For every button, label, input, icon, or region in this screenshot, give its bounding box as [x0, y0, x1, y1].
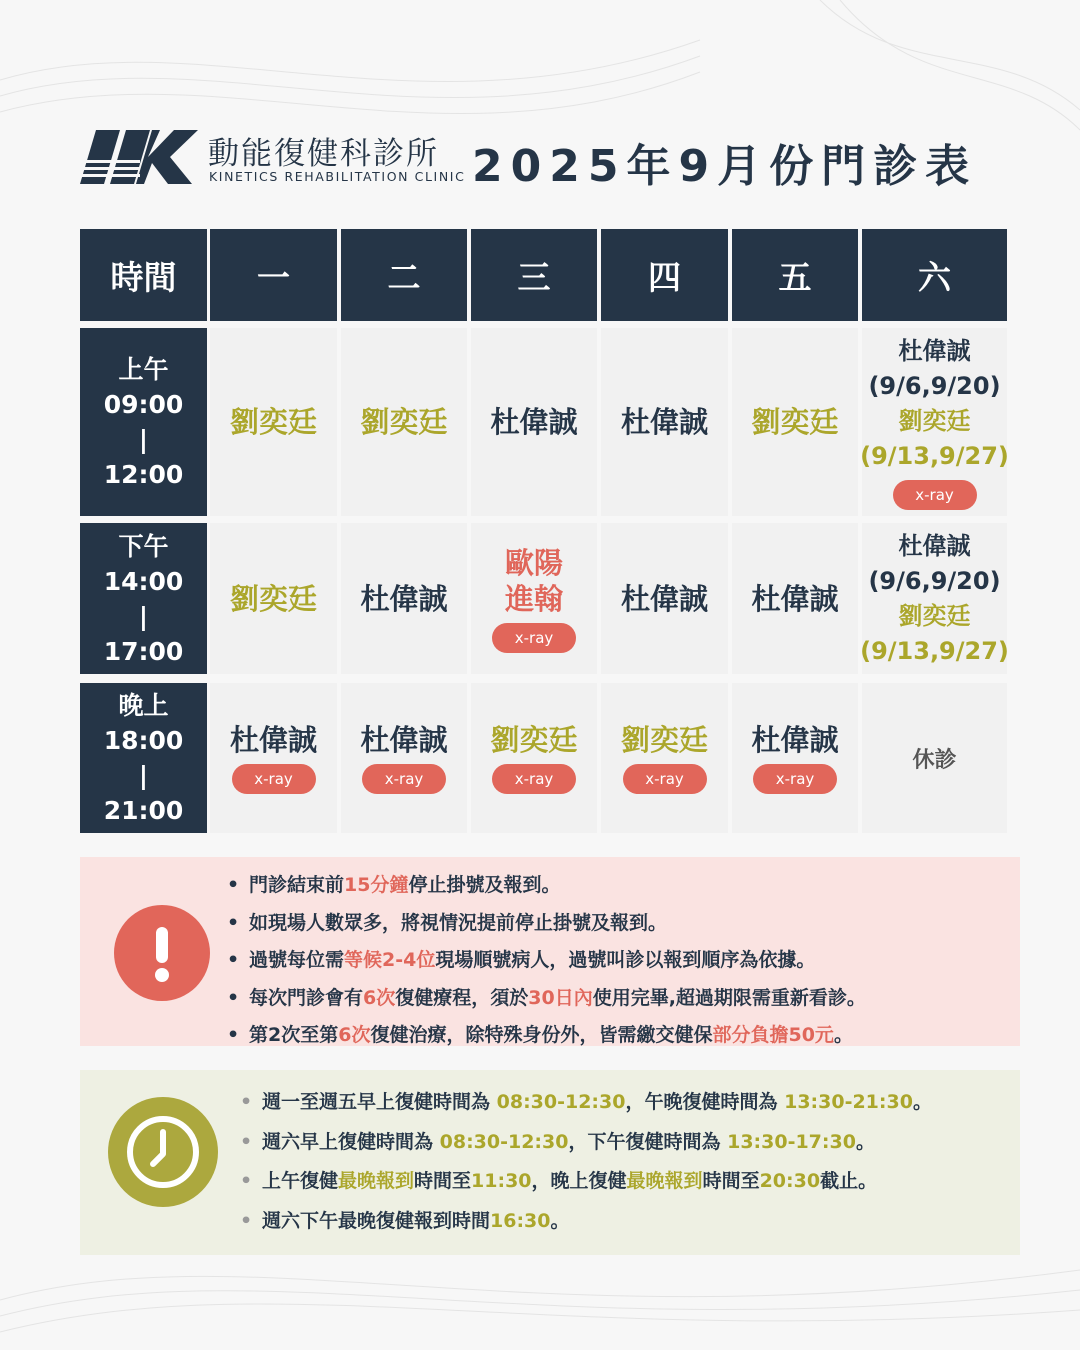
time-slot-period: 晚上: [118, 691, 169, 720]
highlighted-text: 30日內: [528, 986, 593, 1009]
text-segment: ，晚上復健: [531, 1170, 627, 1192]
doctor-name: 杜偉誠: [751, 723, 839, 757]
schedule-cell: [210, 683, 337, 833]
highlighted-text: 16:30: [490, 1209, 551, 1232]
hours-item: [238, 1202, 932, 1242]
time-slot-period: 下午: [118, 531, 169, 561]
schedule-cell: [732, 683, 858, 833]
xray-badge: x-ray: [893, 480, 977, 510]
text-segment: ，午晚復健時間為: [625, 1091, 785, 1113]
time-slot-separator: |: [138, 601, 149, 631]
schedule-cell: [341, 523, 467, 674]
schedule-cell: [862, 523, 1007, 674]
notice-list: [225, 867, 866, 1055]
time-slot-start: 14:00: [103, 566, 184, 596]
closed-label: 休診: [912, 747, 957, 773]
header-day: 一: [210, 229, 337, 321]
text-segment: 上午復健: [262, 1170, 339, 1192]
doctor-rotation-line: (9/13,9/27): [860, 636, 1009, 665]
doctor-name: 杜偉誠: [229, 723, 317, 757]
time-slot-separator: |: [138, 425, 149, 454]
doctor-rotation-line: 杜偉誠: [898, 337, 971, 365]
time-slot-period: 上午: [118, 355, 169, 384]
header-day: 五: [732, 229, 858, 321]
doctor-name: 杜偉誠: [360, 723, 448, 757]
hours-item: [238, 1123, 932, 1163]
time-slot-label: [80, 523, 207, 674]
doctor-name: 杜偉誠: [360, 581, 448, 616]
highlighted-text: 08:30-12:30: [439, 1130, 569, 1153]
notice-item: [225, 980, 866, 1018]
text-segment: 週一至週五早上復健時間為: [262, 1091, 497, 1113]
highlighted-text: 6次: [363, 986, 396, 1009]
doctor-rotation-line: (9/13,9/27): [860, 442, 1009, 470]
doctor-rotation-line: 劉奕廷: [898, 407, 971, 435]
time-slot-end: 21:00: [103, 796, 184, 825]
doctor-name: 劉奕廷: [229, 405, 317, 439]
doctor-name: 杜偉誠: [620, 405, 708, 439]
text-segment: 門診結束前: [249, 874, 345, 896]
doctor-name-line: 歐陽: [504, 545, 563, 580]
text-segment: 週六下午最晚復健報到時間: [262, 1209, 491, 1232]
doctor-name: 劉奕廷: [490, 723, 578, 757]
text-segment: 停止掛號及報到。: [408, 874, 561, 896]
text-segment: 如現場人數眾多，將視情況提前停止掛號及報到。: [249, 911, 668, 934]
highlighted-text: 最晚報到: [626, 1170, 703, 1192]
clinic-name-chinese: 動能復健科診所: [208, 136, 439, 172]
highlighted-text: 11:30: [471, 1170, 532, 1192]
doctor-name: 劉奕廷: [620, 723, 708, 757]
text-segment: 週六早上復健時間為: [262, 1130, 440, 1153]
highlighted-text: 13:30-17:30: [727, 1130, 856, 1153]
xray-badge: x-ray: [232, 764, 316, 794]
schedule-cell: [210, 328, 337, 516]
clinic-name-english: KINETICS REHABILITATION CLINIC: [209, 169, 466, 184]
doctor-name: 杜偉誠: [490, 405, 578, 439]
highlighted-text: 20:30: [759, 1170, 821, 1192]
rehab-hours-list: [238, 1083, 932, 1241]
doctor-name: 劉奕廷: [751, 405, 839, 439]
notice-box: [80, 857, 1020, 1046]
schedule-cell: [601, 328, 728, 516]
text-segment: 。: [855, 1130, 875, 1153]
xray-badge: x-ray: [753, 764, 837, 794]
schedule-cell: [471, 523, 597, 674]
xray-badge: x-ray: [362, 764, 446, 794]
time-slot-start: 18:00: [103, 726, 184, 755]
clock-icon: [108, 1097, 218, 1207]
time-slot-end: 12:00: [103, 460, 184, 489]
header-day: 三: [471, 229, 597, 321]
xray-badge: x-ray: [623, 764, 707, 794]
schedule-cell: [341, 328, 467, 516]
text-segment: 過號每位需: [249, 949, 345, 971]
schedule-cell: [471, 683, 597, 833]
text-segment: 復健療程，須於: [395, 986, 529, 1009]
header-day: 二: [341, 229, 467, 321]
notice-item: [225, 905, 866, 943]
xray-badge: x-ray: [492, 623, 576, 653]
text-segment: 現場順號病人，過號叫診以報到順序為依據。: [435, 949, 816, 971]
text-segment: 。: [833, 1024, 853, 1046]
highlighted-text: 部分負擔50元: [712, 1024, 834, 1046]
exclamation-icon: [114, 905, 210, 1001]
text-segment: 使用完畢,超過期限需重新看診。: [592, 986, 866, 1009]
header-time: 時間: [80, 229, 207, 321]
page-header: [80, 120, 1010, 200]
time-slot-start: 09:00: [103, 390, 184, 419]
schedule-cell: [601, 523, 728, 674]
highlighted-text: 13:30-21:30: [784, 1091, 913, 1113]
notice-item: [225, 942, 866, 980]
schedule-cell: [341, 683, 467, 833]
text-segment: 每次門診會有: [249, 986, 364, 1009]
doctor-name-line: 進翰: [504, 581, 563, 616]
schedule-cell: [471, 328, 597, 516]
header-day: 四: [601, 229, 728, 321]
doctor-rotation-line: 杜偉誠: [898, 531, 971, 560]
hours-item: [238, 1083, 932, 1123]
time-slot-separator: |: [138, 761, 149, 790]
highlighted-text: 等候2-4位: [344, 949, 436, 971]
doctor-rotation-line: (9/6,9/20): [868, 566, 1001, 595]
schedule-cell: [601, 683, 728, 833]
xray-badge: x-ray: [492, 764, 576, 794]
clinic-logo-icon: [80, 130, 198, 184]
highlighted-text: 最晚報到: [338, 1170, 415, 1192]
schedule-cell: [210, 523, 337, 674]
text-segment: 第2次至第: [249, 1024, 339, 1046]
highlighted-text: 6次: [338, 1024, 371, 1046]
text-segment: 截止。: [820, 1170, 878, 1192]
doctor-name: 杜偉誠: [620, 581, 708, 616]
doctor-rotation-line: 劉奕廷: [898, 601, 971, 630]
doctor-rotation-line: (9/6,9/20): [868, 372, 1001, 400]
text-segment: 時間至: [414, 1170, 472, 1192]
highlighted-text: 08:30-12:30: [496, 1091, 626, 1113]
schedule-cell: [862, 683, 1007, 833]
doctor-name: 劉奕廷: [360, 405, 448, 439]
notice-item: [225, 867, 866, 905]
time-slot-end: 17:00: [103, 636, 184, 666]
rehab-hours-box: [80, 1070, 1020, 1255]
schedule-cell: [732, 328, 858, 516]
doctor-name: 劉奕廷: [229, 581, 317, 616]
hours-item: [238, 1162, 932, 1202]
header-day: 六: [862, 229, 1007, 321]
time-slot-label: [80, 328, 207, 516]
notice-item: [225, 1017, 866, 1055]
schedule-cell: [732, 523, 858, 674]
page-title: 2025年9月份門診表: [472, 141, 978, 192]
text-segment: ，下午復健時間為: [568, 1130, 728, 1153]
text-segment: 時間至: [702, 1170, 760, 1192]
text-segment: 復健治療，除特殊身份外，皆需繳交健保: [370, 1024, 713, 1046]
doctor-name: 杜偉誠: [751, 581, 839, 616]
text-segment: 。: [912, 1091, 932, 1113]
text-segment: 。: [550, 1209, 570, 1232]
highlighted-text: 15分鐘: [344, 874, 409, 896]
schedule-cell: [862, 328, 1007, 516]
time-slot-label: [80, 683, 207, 833]
